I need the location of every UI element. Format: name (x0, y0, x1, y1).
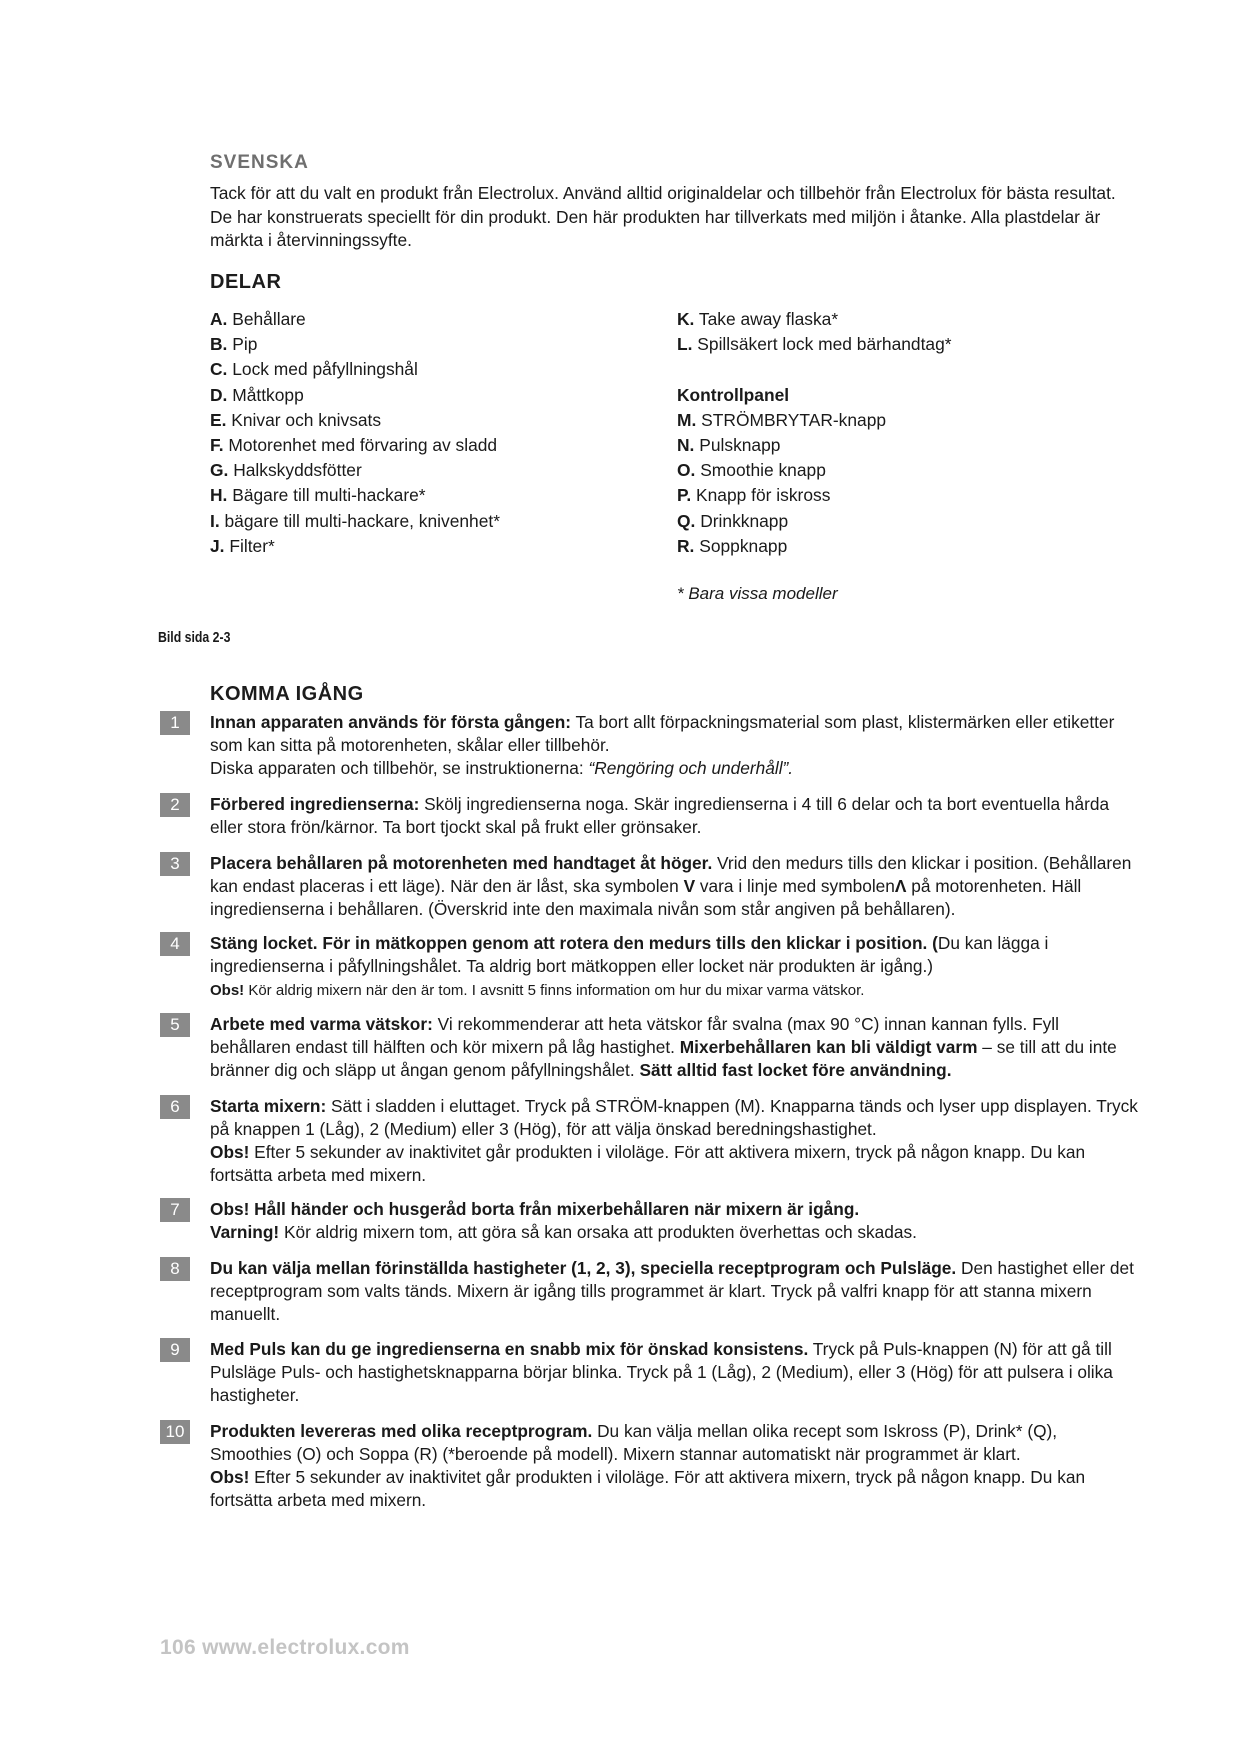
part-label: Lock med påfyllningshål (227, 359, 418, 380)
step-bold: Innan apparaten används för första gången: (210, 712, 572, 732)
step-number: 3 (160, 852, 190, 876)
parts-list-right (677, 307, 1117, 559)
part-item (210, 433, 650, 458)
part-item (677, 483, 1117, 508)
part-letter: P. (677, 485, 692, 506)
step-span: på motorenheten. Häll ingredienserna i behållaren. (Överskrid inte den maximala nivån som står angiven på behållaren). (210, 876, 1082, 919)
part-item (210, 509, 650, 534)
part-label: Bägare till multi-hackare* (227, 485, 426, 506)
language-title: SVENSKA (210, 152, 309, 173)
step-span: Sätt i sladden i eluttaget. Tryck på STRÖM-knappen (M). Knapparna tänds och lyser upp displayen. Tryck på knappen 1 (Låg), 2 (Medium) eller 3 (Hög), för att välja önskad beredningshastighet. (210, 1096, 1138, 1139)
step-bold: Sätt alltid fast locket före användning. (639, 1060, 952, 1080)
step-italic: “Rengöring och underhåll”. (588, 758, 794, 778)
page-footer (160, 1636, 410, 1660)
step-bold: Obs! Håll händer och husgeråd borta från mixerbehållaren när mixern är igång. (210, 1199, 860, 1219)
part-item (210, 307, 650, 332)
part-item (677, 509, 1117, 534)
step-span: vara i linje med symbolen (695, 876, 895, 896)
part-label: Knapp för iskross (691, 485, 831, 506)
part-letter: O. (677, 460, 696, 481)
parts-list-left (210, 307, 650, 559)
step-text (210, 1013, 1140, 1082)
step-bold: Produkten levereras med olika receptprogram. (210, 1421, 593, 1441)
step-bold: Obs! (210, 1467, 250, 1487)
lock-symbol-icon: V (683, 876, 696, 896)
part-letter: D. (210, 384, 228, 405)
step-span: Kör aldrig mixern när den är tom. I avsnitt 5 finns information om hur du mixar varma vätskor. (244, 982, 865, 999)
step-bold: Obs! (210, 982, 245, 999)
part-letter: A. (210, 309, 228, 329)
step-span: Den hastighet eller det receptprogram som valts tänds. Mixern är igång tills programmet är klart. Tryck på valfri knapp för att stanna mixern manuellt. (210, 1258, 1134, 1324)
page-number: 106 (160, 1636, 196, 1659)
getting-started-heading: KOMMA IGÅNG (210, 683, 364, 705)
parts-heading: DELAR (210, 271, 282, 293)
part-label: Måttkopp (227, 384, 304, 405)
step-number: 5 (160, 1013, 190, 1037)
part-item (677, 408, 1117, 433)
part-label: Spillsäkert lock med bärhandtag* (692, 334, 952, 355)
part-label: Pip (227, 334, 258, 355)
control-panel-heading: Kontrollpanel (677, 384, 790, 405)
part-item (677, 433, 1117, 458)
part-item (677, 307, 1117, 332)
step-text (210, 793, 1140, 839)
part-label: Take away flaska* (694, 309, 839, 329)
part-label: Motorenhet med förvaring av sladd (223, 435, 498, 456)
part-label: Drinkknapp (695, 510, 789, 531)
part-letter: L. (677, 334, 693, 355)
intro-paragraph: Tack för att du valt en produkt från Electrolux. Använd alltid originaldelar och tillbehör från Electrolux för bästa resultat. De har konstruerats speciellt för din produkt. Den här produkten har tillverkats med miljön i åtanke. Alla plastdelar är märkta i återvinningssyfte. (210, 183, 1116, 250)
part-item (677, 534, 1117, 559)
website-link[interactable]: www.electrolux.com (202, 1636, 410, 1659)
part-item (677, 332, 1117, 357)
step-span: Skölj ingredienserna noga. Skär ingredienserna i 4 till 6 delar och ta bort eventuella hårda eller stora frön/kärnor. Ta bort tjockt skal på frukt eller grönsaker. (210, 794, 1110, 837)
step-text (210, 932, 1140, 1002)
part-item (210, 408, 650, 433)
part-item (210, 534, 650, 559)
step-span: – se till att du inte bränner dig och släpp ut ångan genom påfyllningshålet. (210, 1037, 1117, 1080)
step-span: Efter 5 sekunder av inaktivitet går produkten i viloläge. För att aktivera mixern, tryck på någon knapp. Du kan fortsätta arbeta med mixern. (210, 1467, 1086, 1510)
step-number: 2 (160, 793, 190, 817)
step-bold: Med Puls kan du ge ingredienserna en snabb mix för önskad konsistens. (210, 1339, 809, 1359)
step-span: Efter 5 sekunder av inaktivitet går produkten i viloläge. För att aktivera mixern, tryck på någon knapp. Du kan fortsätta arbeta med mixern. (210, 1142, 1086, 1185)
step-bold: Arbete med varma vätskor: (210, 1014, 433, 1034)
models-note: * Bara vissa modeller (677, 584, 838, 603)
step-number: 10 (160, 1420, 190, 1444)
part-letter: N. (677, 435, 695, 455)
step-span: Vrid den medurs tills den klickar i position. (Behållaren kan endast placeras i ett läge). När den är låst, ska symbolen (210, 853, 1132, 896)
step-span: Tryck på Puls-knappen (N) för att gå till Pulsläge Puls- och hastighetsknapparna börjar blinka. Tryck på 1 (Låg), 2 (Medium), eller 3 (Hög) för att pulsera i olika hastigheter. (210, 1339, 1113, 1405)
step-span: Kör aldrig mixern tom, att göra så kan orsaka att produkten överhettas och skadas. (279, 1222, 917, 1242)
part-letter: G. (210, 460, 229, 481)
step-span: Vi rekommenderar att heta vätskor får svalna (max 90 °C) innan kannan fylls. Fyll behållaren endast till hälften och kör mixern på låg hastighet. (210, 1014, 1059, 1057)
step-span: Du kan välja mellan olika recept som Iskross (P), Drink* (Q), Smoothies (O) och Soppa (R) (*beroende på modell). Mixern stannar automatiskt när programmet är klart. (210, 1421, 1058, 1464)
step-text (210, 852, 1140, 921)
part-letter: C. (210, 359, 228, 380)
step-number: 1 (160, 711, 190, 735)
step-text (210, 1338, 1140, 1407)
part-label: Pulsknapp (694, 435, 781, 455)
step-text (210, 1198, 1140, 1244)
step-span: Du kan lägga i ingredienserna i påfyllningshålet. Ta aldrig bort mätkoppen eller locket när produkten är igång.) (210, 933, 1049, 976)
part-label: Smoothie knapp (695, 460, 826, 481)
part-item (210, 483, 650, 508)
step-text (210, 1420, 1140, 1512)
step-bold: Starta mixern: (210, 1096, 327, 1116)
step-text (210, 1095, 1140, 1187)
step-number: 6 (160, 1095, 190, 1119)
step-number: 7 (160, 1198, 190, 1222)
part-letter: M. (677, 409, 697, 430)
part-item (677, 458, 1117, 483)
step-bold: Stäng locket. För in mätkoppen genom att rotera den medurs tills den klickar i position. ( (210, 933, 938, 953)
part-letter: H. (210, 485, 228, 506)
part-letter: J. (210, 535, 225, 556)
part-item (210, 357, 650, 382)
image-reference: Bild sida 2-3 (158, 629, 231, 646)
part-item (210, 332, 650, 357)
step-bold: Placera behållaren på motorenheten med handtaget åt höger. (210, 853, 713, 873)
part-letter: Q. (677, 510, 696, 531)
step-text (210, 1257, 1140, 1326)
step-bold: Förbered ingredienserna: (210, 794, 420, 814)
step-bold: Varning! (210, 1222, 280, 1242)
part-label: Knivar och knivsats (226, 409, 382, 430)
step-number: 4 (160, 932, 190, 956)
part-label: Halkskyddsfötter (228, 460, 362, 481)
unlock-symbol-icon: Λ (894, 876, 907, 896)
part-letter: K. (677, 309, 695, 329)
part-label: Behållare (227, 309, 306, 329)
step-bold: Du kan välja mellan förinställda hastigheter (1, 2, 3), speciella receptprogram och Pulsläge. (210, 1258, 957, 1278)
part-item (210, 458, 650, 483)
part-letter: I. (210, 510, 220, 531)
step-bold: Mixerbehållaren kan bli väldigt varm (679, 1037, 978, 1057)
step-number: 9 (160, 1338, 190, 1362)
step-number: 8 (160, 1257, 190, 1281)
part-label: STRÖMBRYTAR-knapp (696, 409, 887, 430)
part-label: Filter* (224, 535, 275, 556)
step-span: Ta bort allt förpackningsmaterial som plast, klistermärken eller etiketter som kan sitta på motorenheten, skålar eller tillbehör. (210, 712, 1115, 755)
step-text (210, 711, 1140, 780)
step-span: Diska apparaten och tillbehör, se instruktionerna: (210, 758, 589, 778)
part-item (210, 383, 650, 408)
part-letter: B. (210, 334, 228, 355)
part-label: Soppknapp (694, 535, 788, 556)
part-letter: R. (677, 535, 695, 556)
part-letter: F. (210, 435, 224, 456)
part-letter: E. (210, 409, 227, 430)
step-note (210, 982, 864, 999)
step-bold: Obs! (210, 1142, 250, 1162)
part-label: bägare till multi-hackare, knivenhet* (219, 510, 500, 531)
